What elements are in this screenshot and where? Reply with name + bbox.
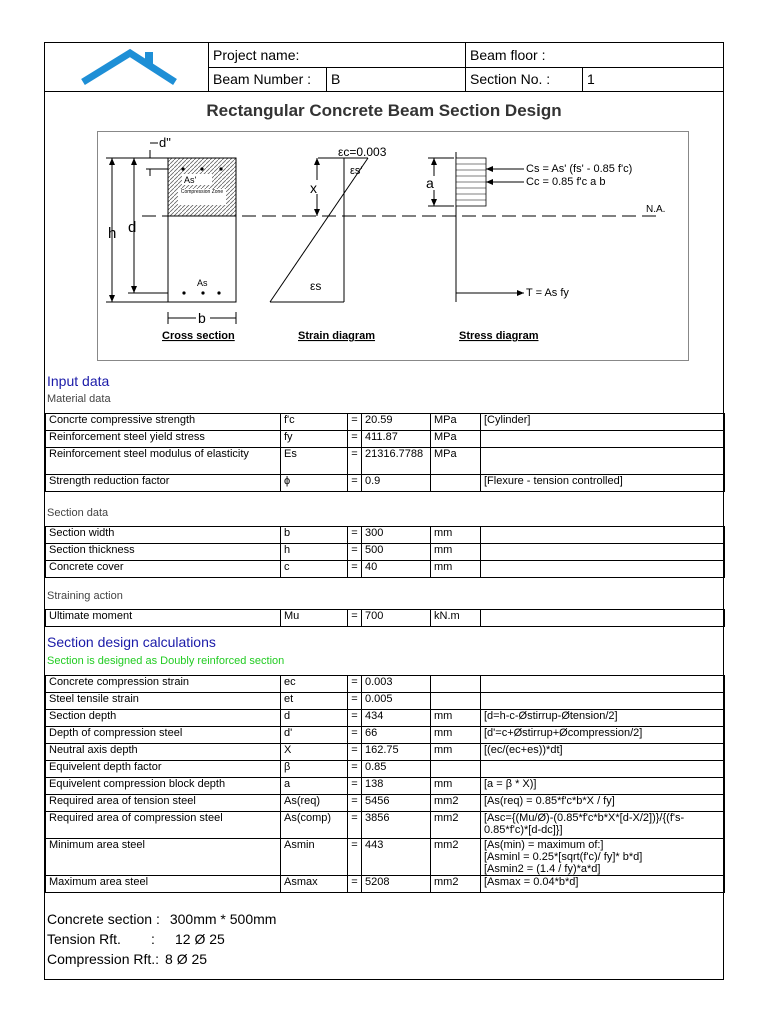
equals-sign: =	[348, 727, 362, 744]
unit: mm	[431, 727, 481, 744]
table-row	[46, 812, 725, 839]
value: 66	[362, 727, 431, 744]
sheet-header	[45, 43, 723, 91]
h-label: h	[108, 225, 117, 242]
equals-sign: =	[348, 475, 362, 492]
table-row	[46, 839, 725, 876]
material-data-heading: Material data	[47, 393, 111, 405]
compression-rft-value: 8 Ø 25	[165, 951, 208, 967]
section-table	[45, 526, 725, 578]
value: 300	[362, 527, 431, 544]
table-row	[46, 676, 725, 693]
table-row	[46, 527, 725, 544]
note: [Asmax = 0.04*b*d]	[481, 876, 725, 893]
symbol: h	[281, 544, 348, 561]
param-label: Concrete compression strain	[46, 676, 281, 693]
unit: mm	[431, 561, 481, 578]
as-prime-label: As'	[184, 175, 197, 185]
table-row	[46, 610, 725, 627]
value: 411.87	[362, 431, 431, 448]
equals-sign: =	[348, 676, 362, 693]
unit	[431, 761, 481, 778]
tension-rft-colon: :	[151, 931, 155, 947]
table-row	[46, 727, 725, 744]
value: 5456	[362, 795, 431, 812]
house-logo-icon	[79, 48, 179, 86]
equals-sign: =	[348, 527, 362, 544]
value: 40	[362, 561, 431, 578]
tension-rft-label: Tension Rft.	[47, 931, 121, 947]
equals-sign: =	[348, 876, 362, 893]
note	[481, 527, 725, 544]
note	[481, 561, 725, 578]
beam-number-value[interactable]: B	[326, 67, 465, 91]
compression-rft-label: Compression Rft.:	[47, 951, 160, 967]
note	[481, 676, 725, 693]
x-label: x	[310, 180, 317, 196]
symbol: f'c	[281, 414, 348, 431]
page-title: Rectangular Concrete Beam Section Design	[206, 101, 562, 120]
summary-tension	[47, 929, 276, 949]
table-row	[46, 744, 725, 761]
note	[481, 448, 725, 475]
calc-table	[45, 675, 725, 893]
beam-section-diagram	[97, 131, 689, 361]
note	[481, 610, 725, 627]
unit: kN.m	[431, 610, 481, 627]
unit: mm	[431, 710, 481, 727]
note	[481, 431, 725, 448]
unit: mm2	[431, 812, 481, 839]
param-label: Neutral axis depth	[46, 744, 281, 761]
bottom-bar	[182, 291, 185, 294]
input-data-heading: Input data	[47, 373, 110, 389]
table-row	[46, 544, 725, 561]
compression-zone-label: Compression Zone	[180, 189, 224, 195]
equals-sign: =	[348, 414, 362, 431]
param-label: Section thickness	[46, 544, 281, 561]
symbol: Asmin	[281, 839, 348, 876]
value: 0.9	[362, 475, 431, 492]
section-no-value[interactable]: 1	[582, 67, 723, 91]
symbol: X	[281, 744, 348, 761]
table-row	[46, 795, 725, 812]
symbol: ϕ	[281, 475, 348, 492]
note: [As(min) = maximum of:] [Asminl = 0.25*[sqrt(f'c)/ fy]* b*d] [Asmin2 = (1.4 / fy)*a*d]	[481, 839, 725, 876]
symbol: Asmax	[281, 876, 348, 893]
note	[481, 761, 725, 778]
equals-sign: =	[348, 812, 362, 839]
table-row	[46, 761, 725, 778]
symbol: et	[281, 693, 348, 710]
bottom-bar	[201, 291, 204, 294]
as-label: As	[197, 278, 208, 288]
table-row	[46, 778, 725, 795]
b-label: b	[198, 310, 206, 326]
symbol: d	[281, 710, 348, 727]
design-sheet	[44, 42, 724, 980]
symbol: As(req)	[281, 795, 348, 812]
equals-sign: =	[348, 761, 362, 778]
t-formula: T = As fy	[526, 287, 569, 299]
param-label: Steel tensile strain	[46, 693, 281, 710]
param-label: Section depth	[46, 710, 281, 727]
table-row	[46, 561, 725, 578]
equals-sign: =	[348, 744, 362, 761]
unit: mm2	[431, 839, 481, 876]
symbol: ec	[281, 676, 348, 693]
note: [Asc={(Mu/Ø)-(0.85*f'c*b*X*[d-X/2])}/{(f's-0.85*f'c)*[d-dc]}]	[481, 812, 725, 839]
table-row	[46, 431, 725, 448]
beam-number-label: Beam Number :	[208, 67, 326, 91]
top-bar	[219, 167, 222, 170]
unit: MPa	[431, 414, 481, 431]
d-prime-label: d"	[159, 135, 171, 150]
design-type-note: Section is designed as Doubly reinforced section	[47, 655, 285, 667]
summary-compression	[47, 949, 276, 969]
a-label: a	[426, 175, 434, 191]
value: 5208	[362, 876, 431, 893]
note: [d=h-c-Østirrup-Øtension/2]	[481, 710, 725, 727]
param-label: Reinforcement steel yield stress	[46, 431, 281, 448]
material-table	[45, 413, 725, 492]
value: 500	[362, 544, 431, 561]
summary-concrete	[47, 909, 276, 929]
equals-sign: =	[348, 795, 362, 812]
concrete-strain-label: εc=0.003	[338, 145, 387, 159]
symbol: Es	[281, 448, 348, 475]
param-label: Minimum area steel	[46, 839, 281, 876]
unit: mm	[431, 527, 481, 544]
value: 434	[362, 710, 431, 727]
header-bottom-rule	[45, 91, 723, 92]
unit: mm	[431, 744, 481, 761]
unit: MPa	[431, 431, 481, 448]
straining-action-heading: Straining action	[47, 590, 123, 602]
table-row	[46, 448, 725, 475]
equals-sign: =	[348, 693, 362, 710]
unit: MPa	[431, 448, 481, 475]
table-row	[46, 876, 725, 893]
value: 0.005	[362, 693, 431, 710]
equals-sign: =	[348, 431, 362, 448]
value: 21316.7788	[362, 448, 431, 475]
param-label: Depth of compression steel	[46, 727, 281, 744]
stress-diagram-caption: Stress diagram	[459, 330, 539, 342]
value: 138	[362, 778, 431, 795]
value: 3856	[362, 812, 431, 839]
table-row	[46, 710, 725, 727]
unit	[431, 693, 481, 710]
equals-sign: =	[348, 710, 362, 727]
straining-table	[45, 609, 725, 627]
param-label: Maximum area steel	[46, 876, 281, 893]
d-label: d	[128, 219, 137, 236]
param-label: Required area of compression steel	[46, 812, 281, 839]
equals-sign: =	[348, 561, 362, 578]
param-label: Equivelent compression block depth	[46, 778, 281, 795]
symbol: a	[281, 778, 348, 795]
value: 0.85	[362, 761, 431, 778]
steel-comp-strain-label: εs'	[350, 165, 363, 177]
param-label: Strength reduction factor	[46, 475, 281, 492]
header-divider	[208, 67, 723, 68]
value: 20.59	[362, 414, 431, 431]
calc-heading: Section design calculations	[47, 634, 216, 650]
cs-formula: Cs = As' (fs' - 0.85 f'c)	[526, 163, 633, 175]
unit: mm2	[431, 795, 481, 812]
value: 0.003	[362, 676, 431, 693]
tension-rft-value: 12 Ø 25	[175, 931, 225, 947]
compression-zone-hatch	[168, 158, 236, 216]
section-data-heading: Section data	[47, 507, 109, 519]
steel-tension-strain-label: εs	[310, 279, 322, 293]
param-label: Equivelent depth factor	[46, 761, 281, 778]
equals-sign: =	[348, 778, 362, 795]
table-row	[46, 693, 725, 710]
table-row	[46, 475, 725, 492]
param-label: Section width	[46, 527, 281, 544]
symbol: β	[281, 761, 348, 778]
section-no-label: Section No. :	[465, 67, 582, 91]
equals-sign: =	[348, 610, 362, 627]
unit	[431, 676, 481, 693]
unit: mm	[431, 544, 481, 561]
note: [Flexure - tension controlled]	[481, 475, 725, 492]
param-label: Reinforcement steel modulus of elasticity	[46, 448, 281, 475]
param-label: Concrete cover	[46, 561, 281, 578]
strain-diagram-caption: Strain diagram	[298, 330, 376, 342]
note	[481, 693, 725, 710]
symbol: Mu	[281, 610, 348, 627]
note: [d'=c+Østirrup+Øcompression/2]	[481, 727, 725, 744]
concrete-section-label: Concrete section :	[47, 911, 160, 927]
equals-sign: =	[348, 839, 362, 876]
value: 162.75	[362, 744, 431, 761]
unit: mm	[431, 778, 481, 795]
neutral-axis-label: N.A.	[646, 204, 666, 215]
note	[481, 544, 725, 561]
value: 700	[362, 610, 431, 627]
param-label: Concrte compressive strength	[46, 414, 281, 431]
param-label: Ultimate moment	[46, 610, 281, 627]
symbol: b	[281, 527, 348, 544]
project-name-label: Project name:	[208, 43, 326, 67]
symbol: c	[281, 561, 348, 578]
unit: mm2	[431, 876, 481, 893]
note: [Cylinder]	[481, 414, 725, 431]
concrete-section-value: 300mm * 500mm	[169, 911, 277, 927]
note: [(ec/(ec+es))*dt]	[481, 744, 725, 761]
bottom-bar	[217, 291, 220, 294]
param-label: Required area of tension steel	[46, 795, 281, 812]
note: [As(req) = 0.85*f'c*b*X / fy]	[481, 795, 725, 812]
cc-formula: Cc = 0.85 f'c a b	[526, 176, 606, 188]
equals-sign: =	[348, 448, 362, 475]
top-bar	[200, 167, 203, 170]
table-row	[46, 414, 725, 431]
summary	[47, 909, 276, 969]
cross-section-caption: Cross section	[162, 330, 235, 342]
symbol: fy	[281, 431, 348, 448]
symbol: As(comp)	[281, 812, 348, 839]
beam-floor-label: Beam floor :	[465, 43, 582, 67]
equals-sign: =	[348, 544, 362, 561]
symbol: d'	[281, 727, 348, 744]
unit	[431, 475, 481, 492]
value: 443	[362, 839, 431, 876]
top-bar	[181, 167, 184, 170]
note: [a = β * X)]	[481, 778, 725, 795]
